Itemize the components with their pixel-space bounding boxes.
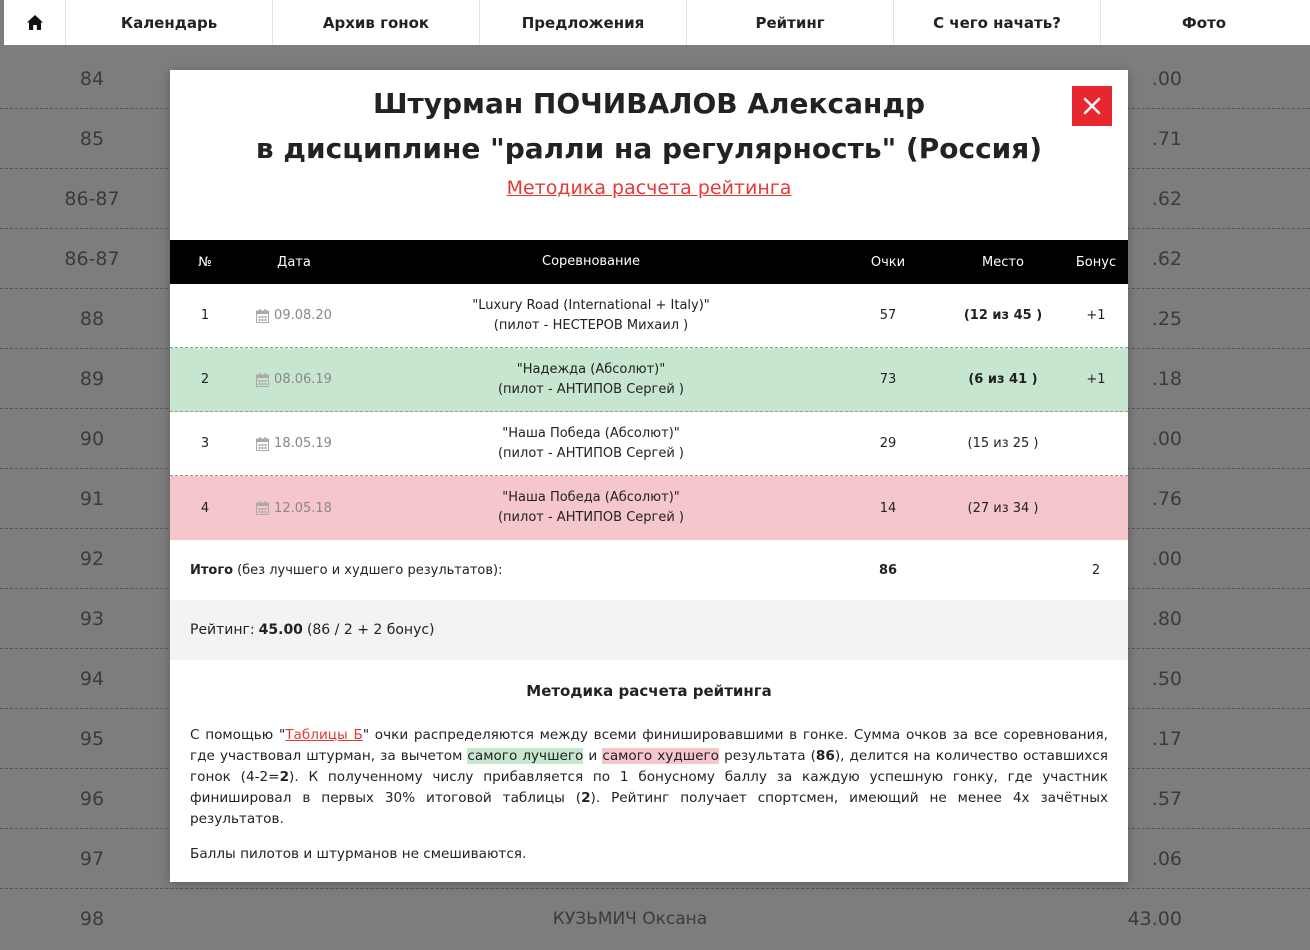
- total-row: [170, 540, 1128, 600]
- background-row: [0, 889, 1310, 949]
- bg-rank: 84: [79, 67, 105, 90]
- rating-value: 45.00: [258, 622, 303, 638]
- bg-value: .00: [1151, 427, 1182, 450]
- bg-value: .50: [1151, 667, 1182, 690]
- results-table-header: [170, 240, 1128, 284]
- home-icon: [26, 14, 44, 32]
- header-bonus: Бонус: [1075, 254, 1117, 270]
- row-num: 1: [200, 308, 210, 323]
- calendar-icon: [256, 501, 269, 515]
- bg-rank: 98: [79, 907, 105, 930]
- row-competition: [348, 412, 834, 475]
- rating-method-link[interactable]: Методика расчета рейтинга: [506, 177, 792, 199]
- total-points: 86: [878, 562, 898, 578]
- row-bonus: [1064, 412, 1128, 475]
- row-num: 4: [200, 500, 210, 516]
- row-points: 29: [879, 436, 897, 451]
- bg-rank: 95: [79, 727, 105, 750]
- bg-value: .17: [1151, 727, 1182, 750]
- nav-photo[interactable]: Фото: [1181, 13, 1227, 32]
- close-button[interactable]: [1072, 86, 1112, 126]
- bg-value: .57: [1151, 787, 1182, 810]
- total-bonus: 2: [1091, 562, 1101, 578]
- methodology-note: Баллы пилотов и штурманов не смешиваются.: [190, 846, 527, 862]
- rating-formula: (86 / 2 + 2 бонус): [306, 622, 435, 638]
- bg-rank: 96: [79, 787, 105, 810]
- header-place: Место: [982, 254, 1024, 270]
- row-points: 14: [879, 500, 897, 516]
- table-row-best: [170, 348, 1128, 412]
- bg-value: 43.00: [1127, 907, 1182, 930]
- methodology-paragraph: С помощью "Таблицы Б" очки распределяются между всеми финишировавшими в гонке. Сумма очков за все соревнования, где участвовал штурман, за вычетом самого лучшего и самого худшего результата (86), делится на количество оставшихся гонок (4-2=2). К полученному числу прибавляется по 1 бонусному баллу за каждую успешную гонку, где участник финишировал в первых 30% итоговой таблицы (2). Рейтинг получает спортсмен, имеющий не менее 4х зачётных результатов.: [190, 727, 1108, 827]
- nav-calendar[interactable]: Календарь: [66, 0, 273, 45]
- calendar-icon: [256, 437, 269, 451]
- header-num: №: [198, 254, 212, 270]
- modal-title-discipline: в дисциплине "ралли на регулярность" (Россия): [255, 132, 1043, 165]
- row-competition: [348, 284, 834, 347]
- bg-value: .62: [1151, 187, 1182, 210]
- table-row: [170, 284, 1128, 348]
- row-date: [240, 476, 348, 540]
- rating-row: [170, 600, 1128, 660]
- bg-rank: 85: [79, 127, 105, 150]
- pilot-name: (пилот - АНТИПОВ Сергей ): [497, 381, 684, 397]
- bg-value: .18: [1151, 367, 1182, 390]
- competition-name[interactable]: "Наша Победа (Абсолют)": [502, 425, 680, 441]
- bg-value: .71: [1151, 127, 1182, 150]
- bg-rank: 90: [79, 427, 105, 450]
- row-place: (12 из 45 ): [963, 308, 1043, 323]
- modal-title-name: Штурман ПОЧИВАЛОВ Александр: [372, 87, 926, 120]
- calendar-icon: [256, 373, 269, 387]
- bg-rank: 94: [79, 667, 105, 690]
- bg-rank: 92: [79, 547, 105, 570]
- row-competition: [348, 476, 834, 540]
- bg-rank: 93: [79, 607, 105, 630]
- bg-rank: 89: [79, 367, 105, 390]
- nav-getting-started[interactable]: С чего начать?: [894, 0, 1101, 45]
- competition-name[interactable]: "Наша Победа (Абсолют)": [502, 490, 680, 505]
- worst-result-highlight: самого худшего: [602, 748, 719, 764]
- nav-home[interactable]: [4, 0, 66, 45]
- bg-rank: 88: [79, 307, 105, 330]
- header-competition: Соревнование: [542, 254, 640, 269]
- nav-rating[interactable]: Рейтинг: [687, 0, 894, 45]
- bg-value: .80: [1151, 607, 1182, 630]
- row-num: 3: [200, 436, 210, 451]
- row-date: [240, 348, 348, 411]
- row-bonus: +1: [1086, 308, 1106, 323]
- nav-race-archive[interactable]: Архив гонок: [273, 0, 480, 45]
- bg-name: КУЗЬМИЧ Оксана: [552, 908, 708, 929]
- row-bonus: +1: [1086, 372, 1106, 387]
- total-note: (без лучшего и худшего результатов):: [237, 562, 503, 578]
- row-num: 2: [200, 372, 210, 387]
- bg-rank: 91: [79, 487, 105, 510]
- date-text: 08.06.19: [274, 372, 332, 387]
- bg-rank: 86-87: [64, 187, 120, 210]
- row-bonus: [1064, 476, 1128, 540]
- header-date: Дата: [277, 254, 311, 270]
- date-text: 09.08.20: [274, 308, 332, 323]
- close-icon: [1082, 96, 1102, 116]
- row-points: 73: [879, 372, 897, 387]
- nav-proposals[interactable]: Предложения: [480, 0, 687, 45]
- navigator-rating-modal: [170, 70, 1128, 882]
- pilot-name: (пилот - АНТИПОВ Сергей ): [497, 445, 684, 461]
- bg-value: .00: [1151, 67, 1182, 90]
- table-b-link[interactable]: Таблицы Б: [285, 727, 363, 743]
- row-place: (15 из 25 ): [967, 436, 1039, 451]
- top-nav: [4, 0, 1310, 45]
- methodology-title: Методика расчета рейтинга: [526, 682, 772, 700]
- calendar-icon: [256, 309, 269, 323]
- bg-value: .25: [1151, 307, 1182, 330]
- bg-value: .06: [1151, 847, 1182, 870]
- table-row: [170, 412, 1128, 476]
- date-text: 18.05.19: [274, 436, 332, 451]
- row-date: [240, 412, 348, 475]
- pilot-name: (пилот - АНТИПОВ Сергей ): [497, 510, 684, 525]
- bg-value: .00: [1151, 547, 1182, 570]
- rating-label: Рейтинг:: [190, 622, 255, 638]
- row-points: 57: [879, 308, 897, 323]
- bg-value: .76: [1151, 487, 1182, 510]
- bg-rank: 97: [79, 847, 105, 870]
- competition-name[interactable]: "Luxury Road (International + Italy)": [472, 297, 710, 313]
- header-points: Очки: [870, 254, 906, 270]
- competition-name[interactable]: "Надежда (Абсолют)": [516, 361, 666, 377]
- date-text: 12.05.18: [274, 500, 332, 516]
- row-place: (27 из 34 ): [967, 500, 1039, 516]
- row-place: (6 из 41 ): [968, 372, 1038, 387]
- bg-value: .62: [1151, 247, 1182, 270]
- bg-rank: 86-87: [64, 247, 120, 270]
- pilot-name: (пилот - НЕСТЕРОВ Михаил ): [493, 317, 689, 333]
- total-label: Итого: [190, 562, 234, 578]
- table-row-worst: [170, 476, 1128, 540]
- best-result-highlight: самого лучшего: [467, 748, 584, 764]
- row-date: [240, 284, 348, 347]
- row-competition: [348, 348, 834, 411]
